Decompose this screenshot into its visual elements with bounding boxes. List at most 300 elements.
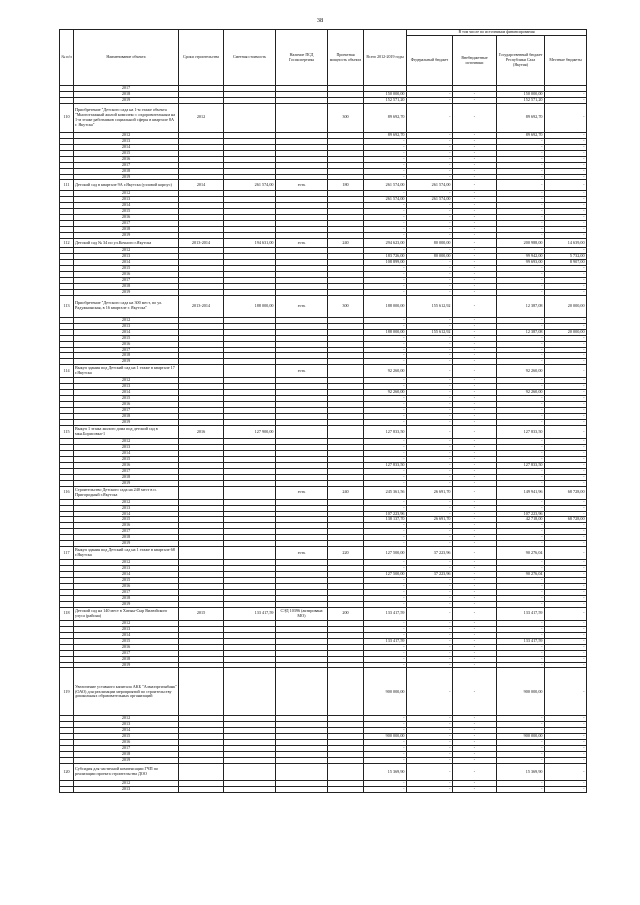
total-cell: 152 571,20: [364, 97, 407, 103]
year-label: 2018: [74, 91, 179, 97]
object-term: 2012: [179, 103, 224, 132]
federal-cell: -: [407, 505, 453, 511]
state-cell: -: [497, 728, 545, 734]
object-row: [60, 295, 587, 317]
local-cell: -: [545, 523, 587, 529]
year-label: 2017: [74, 468, 179, 474]
federal-cell: -: [407, 584, 453, 590]
extra-cell: -: [453, 668, 497, 716]
federal-cell: -: [407, 191, 453, 197]
extra-cell: -: [453, 662, 497, 668]
total-cell: -: [364, 150, 407, 156]
year-label: 2015: [74, 209, 179, 215]
year-label: 2014: [74, 728, 179, 734]
extra-cell: -: [453, 438, 497, 444]
extra-cell: -: [453, 359, 497, 365]
federal-cell: -: [407, 347, 453, 353]
year-label: 2016: [74, 740, 179, 746]
local-cell: -: [545, 650, 587, 656]
state-cell: -: [497, 560, 545, 566]
total-cell: -: [364, 632, 407, 638]
year-label: 2012: [74, 248, 179, 254]
object-number: 110: [60, 103, 74, 132]
year-label: 2012: [74, 378, 179, 384]
year-label: 2013: [74, 566, 179, 572]
page-number: 38: [316, 17, 324, 24]
total-cell: -: [364, 191, 407, 197]
federal-cell: -: [407, 716, 453, 722]
federal-cell: -: [407, 156, 453, 162]
federal-cell: 26 691,70: [407, 486, 453, 499]
object-term: 2015: [179, 607, 224, 620]
year-label: 2017: [74, 529, 179, 535]
state-cell: 133 417,59: [497, 607, 545, 620]
object-capacity: [328, 764, 364, 781]
extra-cell: -: [453, 91, 497, 97]
extra-cell: -: [453, 499, 497, 505]
total-cell: -: [364, 317, 407, 323]
total-cell: 133 417,59: [364, 607, 407, 620]
year-label: 2014: [74, 632, 179, 638]
local-cell: -: [545, 341, 587, 347]
total-cell: -: [364, 626, 407, 632]
object-cost: [224, 486, 276, 499]
local-cell: -: [545, 656, 587, 662]
extra-cell: -: [453, 180, 497, 191]
local-cell: -: [545, 438, 587, 444]
object-name: Субсидия для частичной компенсации ГЧП по реализации проекта строительства ДОО: [74, 764, 179, 781]
federal-cell: -: [407, 438, 453, 444]
federal-cell: -: [407, 203, 453, 209]
object-number: 113: [60, 295, 74, 317]
federal-cell: -: [407, 323, 453, 329]
state-cell: 15 369,90: [497, 764, 545, 781]
extra-cell: -: [453, 644, 497, 650]
total-cell: 261 574,00: [364, 180, 407, 191]
extra-cell: -: [453, 626, 497, 632]
state-cell: -: [497, 480, 545, 486]
state-cell: -: [497, 620, 545, 626]
extra-cell: -: [453, 144, 497, 150]
object-psd: есть: [276, 295, 328, 317]
total-cell: 108 899,00: [364, 260, 407, 266]
object-psd: есть: [276, 180, 328, 191]
local-cell: -: [545, 566, 587, 572]
year-label: 2014: [74, 511, 179, 517]
header-state: Государственный бюджет Республики Саха (Якутия): [497, 36, 545, 86]
federal-cell: -: [407, 359, 453, 365]
object-row: [60, 103, 587, 132]
state-cell: 92 260,00: [497, 390, 545, 396]
state-cell: -: [497, 209, 545, 215]
state-cell: 90 276,04: [497, 572, 545, 578]
year-cost-cell: [224, 787, 276, 793]
federal-cell: 80 000,00: [407, 239, 453, 248]
total-cell: -: [364, 347, 407, 353]
local-cell: -: [545, 425, 587, 438]
object-capacity: 240: [328, 486, 364, 499]
total-cell: -: [364, 716, 407, 722]
federal-cell: -: [407, 271, 453, 277]
object-number: 120: [60, 764, 74, 781]
object-name: Строительство Детского сада на 240 мест в п. Пригородный г.Якутска: [74, 486, 179, 499]
year-label: 2019: [74, 359, 179, 365]
total-cell: -: [364, 144, 407, 150]
state-cell: -: [497, 271, 545, 277]
extra-cell: -: [453, 444, 497, 450]
local-cell: -: [545, 511, 587, 517]
total-cell: -: [364, 722, 407, 728]
object-term: 2014: [179, 180, 224, 191]
total-cell: -: [364, 728, 407, 734]
extra-cell: -: [453, 541, 497, 547]
federal-cell: 261 574,00: [407, 180, 453, 191]
federal-cell: -: [407, 578, 453, 584]
header-financing-group: В том числе по источникам финансирования: [407, 30, 587, 36]
object-capacity: [328, 425, 364, 438]
total-cell: -: [364, 323, 407, 329]
extra-cell: -: [453, 215, 497, 221]
local-cell: -: [545, 414, 587, 420]
state-cell: -: [497, 444, 545, 450]
object-psd: [276, 764, 328, 781]
total-cell: -: [364, 359, 407, 365]
year-label: 2015: [74, 517, 179, 523]
local-cell: -: [545, 450, 587, 456]
year-label: 2019: [74, 758, 179, 764]
local-cell: -: [545, 91, 587, 97]
total-cell: -: [364, 248, 407, 254]
federal-cell: -: [407, 174, 453, 180]
total-cell: -: [364, 174, 407, 180]
extra-cell: -: [453, 517, 497, 523]
total-cell: -: [364, 468, 407, 474]
federal-cell: -: [407, 289, 453, 295]
year-label: 2012: [74, 438, 179, 444]
state-cell: -: [497, 499, 545, 505]
total-cell: -: [364, 584, 407, 590]
local-cell: -: [545, 408, 587, 414]
extra-cell: -: [453, 384, 497, 390]
extra-cell: -: [453, 150, 497, 156]
year-capacity-cell: [328, 787, 364, 793]
local-cell: -: [545, 396, 587, 402]
federal-cell: -: [407, 662, 453, 668]
extra-cell: -: [453, 402, 497, 408]
local-cell: -: [545, 590, 587, 596]
federal-cell: -: [407, 746, 453, 752]
year-label: 2014: [74, 144, 179, 150]
object-number: 116: [60, 486, 74, 499]
state-cell: -: [497, 283, 545, 289]
local-cell: -: [545, 764, 587, 781]
state-cell: -: [497, 740, 545, 746]
federal-cell: -: [407, 227, 453, 233]
state-cell: -: [497, 359, 545, 365]
total-cell: -: [364, 215, 407, 221]
extra-cell: -: [453, 329, 497, 335]
federal-cell: -: [407, 215, 453, 221]
local-cell: -: [545, 203, 587, 209]
federal-cell: -: [407, 740, 453, 746]
year-label: 2012: [74, 560, 179, 566]
total-cell: -: [364, 233, 407, 239]
federal-cell: -: [407, 260, 453, 266]
object-number: 118: [60, 607, 74, 620]
object-name: Детский сад № 34 по ул.Кочного г.Якутска: [74, 239, 179, 248]
local-cell: -: [545, 221, 587, 227]
federal-cell: -: [407, 601, 453, 607]
object-number: 112: [60, 239, 74, 248]
year-label: 2012: [74, 716, 179, 722]
state-cell: -: [497, 758, 545, 764]
object-number: 117: [60, 547, 74, 560]
year-num-cell: [60, 787, 74, 793]
year-label: 2016: [74, 584, 179, 590]
state-cell: 149 941,96: [497, 486, 545, 499]
federal-cell: -: [407, 150, 453, 156]
local-cell: -: [545, 480, 587, 486]
federal-cell: -: [407, 132, 453, 138]
local-cell: -: [545, 197, 587, 203]
object-cost: [224, 668, 276, 716]
federal-cell: -: [407, 523, 453, 529]
extra-cell: -: [453, 650, 497, 656]
object-cost: [224, 103, 276, 132]
year-label: 2014: [74, 260, 179, 266]
total-cell: -: [364, 444, 407, 450]
state-cell: -: [497, 215, 545, 221]
total-cell: 138 137,70: [364, 517, 407, 523]
header-cost: Сметная стоимость: [224, 30, 276, 86]
header-psd: Наличие ПСД Госэкспертизы: [276, 30, 328, 86]
state-cell: 12 387,08: [497, 295, 545, 317]
object-number: 115: [60, 425, 74, 438]
extra-cell: -: [453, 716, 497, 722]
local-cell: -: [545, 138, 587, 144]
year-label: 2018: [74, 752, 179, 758]
year-label: 2019: [74, 662, 179, 668]
state-cell: -: [497, 468, 545, 474]
state-cell: 99 942,00: [497, 254, 545, 260]
total-cell: 92 260,00: [364, 390, 407, 396]
local-cell: -: [545, 365, 587, 378]
state-cell: 89 692,70: [497, 103, 545, 132]
local-cell: -: [545, 541, 587, 547]
local-cell: -: [545, 150, 587, 156]
total-cell: -: [364, 227, 407, 233]
total-cell: -: [364, 438, 407, 444]
state-cell: 99 693,00: [497, 260, 545, 266]
local-cell: -: [545, 535, 587, 541]
extra-cell: -: [453, 132, 497, 138]
extra-cell: -: [453, 601, 497, 607]
state-cell: -: [497, 191, 545, 197]
object-term: [179, 365, 224, 378]
federal-cell: 80 000,00: [407, 254, 453, 260]
federal-cell: -: [407, 103, 453, 132]
total-cell: -: [364, 620, 407, 626]
extra-cell: -: [453, 578, 497, 584]
year-label: 2017: [74, 86, 179, 92]
federal-cell: -: [407, 728, 453, 734]
local-cell: -: [545, 277, 587, 283]
extra-cell: -: [453, 365, 497, 378]
extra-cell: -: [453, 456, 497, 462]
local-cell: -: [545, 289, 587, 295]
state-cell: -: [497, 595, 545, 601]
local-cell: -: [545, 103, 587, 132]
state-cell: -: [497, 323, 545, 329]
object-name: Выкуп здания под Детский сад на 1 этаже в квартале 17 г.Якутска: [74, 365, 179, 378]
federal-cell: 37 223,96: [407, 572, 453, 578]
federal-cell: -: [407, 414, 453, 420]
year-label: 2013: [74, 626, 179, 632]
extra-cell: -: [453, 474, 497, 480]
extra-cell: -: [453, 289, 497, 295]
local-cell: -: [545, 607, 587, 620]
total-cell: -: [364, 138, 407, 144]
local-cell: -: [545, 402, 587, 408]
total-cell: -: [364, 781, 407, 787]
year-label: 2017: [74, 347, 179, 353]
state-cell: -: [497, 632, 545, 638]
year-label: 2015: [74, 734, 179, 740]
year-label: 2013: [74, 444, 179, 450]
year-label: 2015: [74, 265, 179, 271]
federal-cell: -: [407, 341, 453, 347]
year-label: 2016: [74, 156, 179, 162]
federal-cell: -: [407, 335, 453, 341]
total-cell: 127 500,00: [364, 547, 407, 560]
extra-cell: -: [453, 781, 497, 787]
total-cell: -: [364, 752, 407, 758]
object-name: Выкуп 1 этажа жилого дома под детский сад в мкн.Борисовка-1: [74, 425, 179, 438]
extra-cell: -: [453, 265, 497, 271]
year-term-cell: [179, 787, 224, 793]
object-cost: 188 000,00: [224, 295, 276, 317]
federal-cell: -: [407, 668, 453, 716]
local-cell: -: [545, 323, 587, 329]
local-cell: -: [545, 620, 587, 626]
extra-cell: -: [453, 722, 497, 728]
local-cell: -: [545, 474, 587, 480]
total-cell: 261 574,00: [364, 197, 407, 203]
total-cell: -: [364, 203, 407, 209]
object-term: 2013-2014: [179, 239, 224, 248]
state-cell: -: [497, 317, 545, 323]
local-cell: -: [545, 505, 587, 511]
federal-cell: -: [407, 758, 453, 764]
object-cost: 127 900,00: [224, 425, 276, 438]
federal-cell: -: [407, 425, 453, 438]
object-cost: 194 631,00: [224, 239, 276, 248]
extra-cell: -: [453, 390, 497, 396]
state-cell: -: [497, 584, 545, 590]
total-cell: -: [364, 650, 407, 656]
federal-cell: -: [407, 317, 453, 323]
extra-cell: -: [453, 740, 497, 746]
federal-cell: -: [407, 248, 453, 254]
local-cell: -: [545, 499, 587, 505]
extra-cell: -: [453, 480, 497, 486]
object-cost: [224, 764, 276, 781]
state-cell: -: [497, 578, 545, 584]
local-cell: -: [545, 456, 587, 462]
year-label: 2017: [74, 746, 179, 752]
year-label: 2014: [74, 572, 179, 578]
state-cell: -: [497, 150, 545, 156]
federal-cell: 155 612,92: [407, 295, 453, 317]
federal-cell: -: [407, 97, 453, 103]
year-label: 2019: [74, 420, 179, 426]
extra-cell: -: [453, 758, 497, 764]
federal-cell: -: [407, 365, 453, 378]
total-cell: -: [364, 353, 407, 359]
year-label: 2018: [74, 474, 179, 480]
state-cell: -: [497, 746, 545, 752]
local-cell: -: [545, 740, 587, 746]
federal-cell: -: [407, 566, 453, 572]
federal-cell: -: [407, 607, 453, 620]
local-cell: -: [545, 462, 587, 468]
extra-cell: -: [453, 396, 497, 402]
federal-cell: -: [407, 384, 453, 390]
total-cell: 294 623,00: [364, 239, 407, 248]
state-cell: -: [497, 138, 545, 144]
extra-cell: -: [453, 746, 497, 752]
state-cell: -: [497, 787, 545, 793]
total-cell: -: [364, 456, 407, 462]
year-label: 2019: [74, 97, 179, 103]
extra-cell: -: [453, 271, 497, 277]
local-cell: -: [545, 638, 587, 644]
total-cell: 127 833,50: [364, 462, 407, 468]
total-cell: 900 000,00: [364, 734, 407, 740]
extra-cell: -: [453, 378, 497, 384]
total-cell: -: [364, 271, 407, 277]
year-label: 2015: [74, 578, 179, 584]
total-cell: -: [364, 283, 407, 289]
extra-cell: -: [453, 323, 497, 329]
state-cell: 150 000,00: [497, 91, 545, 97]
extra-cell: -: [453, 353, 497, 359]
federal-cell: -: [407, 468, 453, 474]
federal-cell: -: [407, 764, 453, 781]
extra-cell: -: [453, 162, 497, 168]
total-cell: 92 260,00: [364, 365, 407, 378]
state-cell: -: [497, 438, 545, 444]
extra-cell: -: [453, 97, 497, 103]
state-cell: -: [497, 277, 545, 283]
total-cell: -: [364, 341, 407, 347]
total-cell: -: [364, 168, 407, 174]
state-cell: -: [497, 248, 545, 254]
object-name: Приобретение "Детского сада на 1-м этаже объекта "Многоэтажный жилой комплекс с оздоровительным на 1-м этаже работников социальной сферы в квартале 8А г. Якутска": [74, 103, 179, 132]
state-cell: -: [497, 180, 545, 191]
federal-cell: -: [407, 781, 453, 787]
year-label: 2015: [74, 456, 179, 462]
object-row: [60, 607, 587, 620]
local-cell: -: [545, 271, 587, 277]
object-capacity: 220: [328, 547, 364, 560]
local-cell: -: [545, 180, 587, 191]
local-cell: -: [545, 353, 587, 359]
federal-cell: -: [407, 511, 453, 517]
state-cell: -: [497, 341, 545, 347]
extra-cell: -: [453, 450, 497, 456]
extra-cell: -: [453, 174, 497, 180]
